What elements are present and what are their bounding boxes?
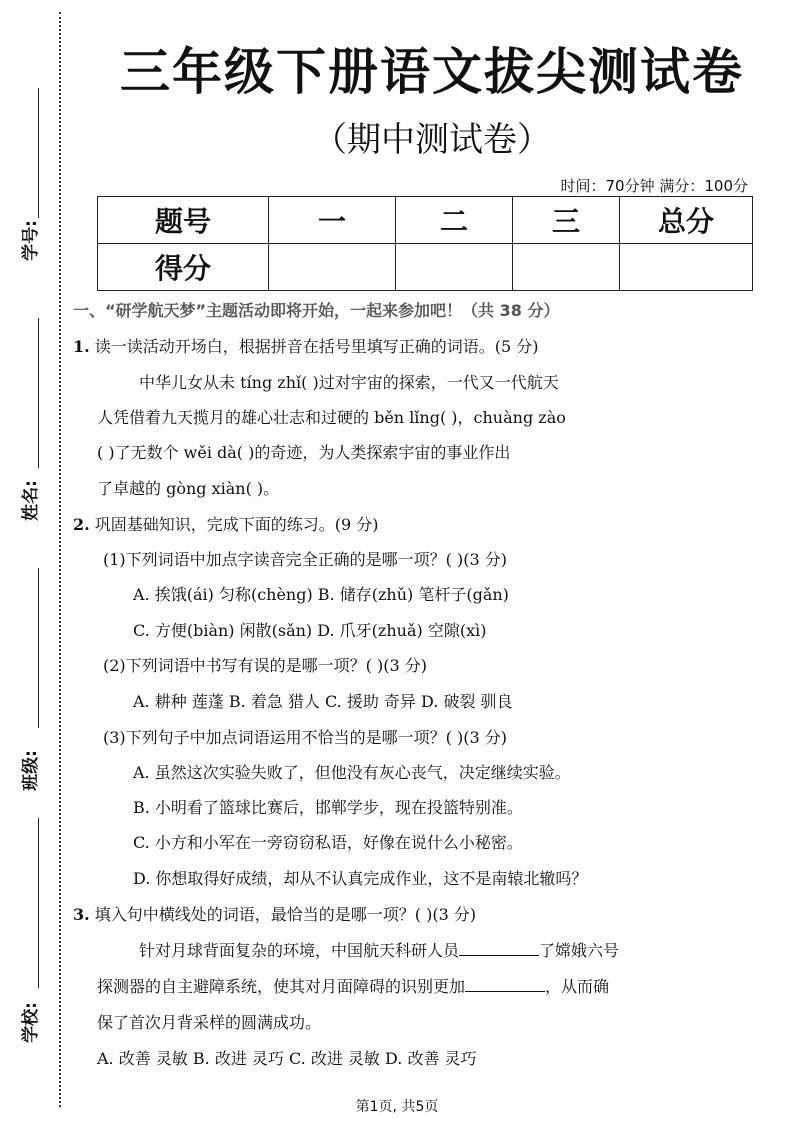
subquestion-1-options-cd: C. 方便(biàn) 闲散(sǎn) D. 爪牙(zhuǎ) 空隙(xì) (133, 621, 487, 640)
question-number: 2. (73, 515, 90, 534)
name-label: 姓名: (20, 480, 41, 521)
time-info: 时间：70分钟 满分：100分 (560, 177, 748, 195)
question-1-line: 了卓越的 gòng xiàn( )。 (97, 479, 280, 498)
school-line (38, 818, 39, 988)
subquestion-2: (2)下列词语中书写有误的是哪一项？( )(3 分) (103, 656, 427, 675)
name-line (38, 318, 39, 468)
question-3-text: ，从而确 (545, 977, 610, 996)
binding-margin (0, 0, 70, 1123)
subquestion-3-option-a: A. 虽然这次实验失败了，但他没有灰心丧气，决定继续实验。 (133, 763, 571, 782)
class-label: 班级: (20, 750, 41, 791)
question-3-line: 保了首次月背采样的圆满成功。 (97, 1013, 322, 1032)
question-3-text: 针对月球背面复杂的环境，中国航天科研人员 (139, 941, 460, 960)
page-footer: 第1页, 共5页 (355, 1099, 439, 1115)
score-cell-2[interactable] (396, 244, 513, 291)
question-1-line: ( )了无数个 wěi dà( )的奇迹，为人类探索宇宙的事业作出 (97, 443, 511, 462)
question-3-line (97, 974, 609, 997)
question-text: 填入句中横线处的词语，最恰当的是哪一项？( )(3 分) (94, 905, 477, 924)
question-3-options: A. 改善 灵敏 B. 改进 灵巧 C. 改进 灵敏 D. 改善 灵巧 (97, 1049, 477, 1068)
subquestion-1-options-ab: A. 挨饿(ái) 匀称(chèng) B. 储存(zhǔ) 笔杆子(gǎn) (133, 585, 509, 604)
question-text: 巩固基础知识，完成下面的练习。(9 分) (94, 515, 379, 534)
score-col-2: 二 (396, 197, 513, 244)
question-3-line (139, 938, 619, 961)
score-col-3: 三 (513, 197, 620, 244)
student-no-line (38, 88, 39, 218)
section-heading: 一、“研学航天梦”主题活动即将开始，一起来参加吧！（共 38 分） (73, 301, 560, 320)
score-row2-header: 得分 (98, 244, 269, 291)
student-no-label: 学号: (20, 220, 41, 261)
page-title: 三年级下册语文拔尖测试卷 (120, 43, 744, 101)
score-row1-header: 题号 (98, 197, 269, 244)
score-col-total: 总分 (620, 197, 753, 244)
score-cell-3[interactable] (513, 244, 620, 291)
question-1-line: 人凭借着九天揽月的雄心壮志和过硬的 běn lǐng( )，chuàng zào (97, 408, 566, 427)
question-3-text: 探测器的自主避障系统，使其对月面障碍的识别更加 (97, 977, 466, 996)
school-label: 学校: (20, 1002, 41, 1043)
page-subtitle: （期中测试卷） (313, 120, 551, 160)
question-number: 3. (73, 905, 90, 924)
question-1-prompt (73, 334, 539, 357)
question-2-prompt (73, 512, 379, 535)
subquestion-1: (1)下列词语中加点字读音完全正确的是哪一项？( )(3 分) (103, 550, 507, 569)
fill-blank[interactable] (465, 977, 545, 992)
subquestion-3-option-c: C. 小方和小军在一旁窃窃私语，好像在说什么小秘密。 (133, 833, 523, 852)
fill-blank[interactable] (459, 941, 539, 956)
subquestion-2-options: A. 耕种 莲蓬 B. 着急 猎人 C. 援助 奇异 D. 破裂 驯良 (133, 692, 513, 711)
score-table-score-row (98, 244, 753, 291)
score-cell-total[interactable] (620, 244, 753, 291)
question-1-line: 中华儿女从未 tíng zhǐ( )过对宇宙的探索，一代又一代航天 (139, 373, 559, 392)
question-3-prompt (73, 902, 476, 925)
question-number: 1. (73, 337, 90, 356)
question-3-text: 了嫦娥六号 (539, 941, 620, 960)
question-text: 读一读活动开场白，根据拼音在括号里填写正确的词语。(5 分) (94, 337, 539, 356)
subquestion-3-option-b: B. 小明看了篮球比赛后，邯郸学步，现在投篮特别准。 (133, 798, 523, 817)
class-line (38, 568, 39, 728)
subquestion-3: (3)下列句子中加点词语运用不恰当的是哪一项？( )(3 分) (103, 728, 507, 747)
score-table-header-row (98, 197, 753, 244)
score-col-1: 一 (269, 197, 396, 244)
score-cell-1[interactable] (269, 244, 396, 291)
score-table (97, 196, 753, 291)
cut-line (59, 12, 61, 1107)
subquestion-3-option-d: D. 你想取得好成绩，却从不认真完成作业，这不是南辕北辙吗？ (133, 869, 588, 888)
